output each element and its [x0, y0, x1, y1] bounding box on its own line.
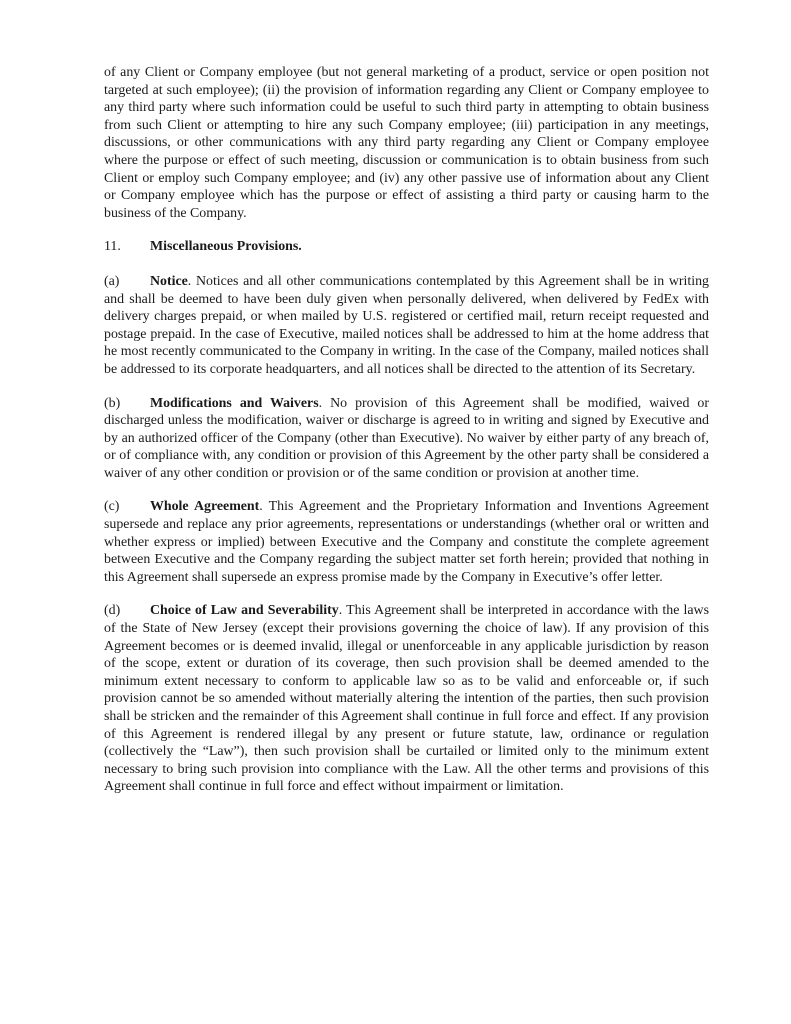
section-heading — [104, 238, 709, 256]
subsection-title: Modifications and Waivers — [150, 395, 319, 411]
subsection-letter: (d) — [104, 603, 121, 619]
subsection-letter: (c) — [104, 499, 120, 515]
subsection-modifications — [104, 395, 709, 483]
subsection-text: . Notices and all other communications contemplated by this Agreement shall be in writing and shall be deemed to have been duly given when personally delivered, when delivered by FedEx with delivery charges prepaid, or when mailed by U.S. registered or certified mail, return receipt requested and postage prepaid. In the case of Executive, mailed notices shall be addressed to him at the home address that he most recently communicated to the Company in writing. In the case of the Company, mailed notices shall be addressed to its corporate headquarters, and all notices shall be directed to the attention of its Secretary. — [104, 273, 709, 377]
section-number: 11. — [104, 239, 121, 255]
subsection-letter: (a) — [104, 273, 120, 289]
subsection-letter: (b) — [104, 395, 121, 411]
intro-paragraph: of any Client or Company employee (but not general marketing of a product, service or open position not targeted at such employee); (ii) the provision of information regarding any Client or Company employee to any third party where such information could be useful to such third party in attempting to obtain business from such Client or attempting to hire any such Company employee; (iii) participation in any meetings, discussions, or other communications with any third party regarding any Client or Company employee where the purpose or effect of such meeting, discussion or communication is to obtain business from such Client or employ such Company employee; and (iv) any other passive use of information about any Client or Company employee which has the purpose or effect of assisting a third party or causing harm to the business of the Company. — [104, 65, 709, 221]
subsection-text: . This Agreement and the Proprietary Information and Inventions Agreement supersede and replace any prior agreements, representations or understandings (whether oral or written and whether express or implied) between Executive and the Company and constitute the complete agreement between Executive and the Company regarding the subject matter set forth herein; provided that nothing in this Agreement shall supersede an express promise made by the Company in Executive’s offer letter. — [104, 499, 709, 585]
subsection-notice — [104, 273, 709, 379]
subsection-choice-of-law — [104, 602, 709, 796]
subsection-title: Whole Agreement — [150, 499, 260, 515]
subsection-title: Notice — [150, 273, 188, 289]
subsection-title: Choice of Law and Severability — [150, 603, 339, 619]
document-page — [104, 64, 709, 812]
subsection-text: . This Agreement shall be interpreted in accordance with the laws of the State of New Jersey (except their provisions governing the choice of law). If any provision of this Agreement becomes or is deemed invalid, illegal or unenforceable in any applicable jurisdiction by reason of the scope, extent or duration of its coverage, then such provision shall be deemed amended to the minimum extent necessary to conform to applicable law so as to be valid and enforceable or, if such provision cannot be so amended without materially altering the intention of the parties, then such provision shall be stricken and the remainder of this Agreement shall continue in full force and effect. If any provision of this Agreement is rendered illegal by any present or future statute, law, ordinance or regulation (collectively the “Law”), then such provision shall be curtailed or limited only to the minimum extent necessary to bring such provision into compliance with the Law. All the other terms and provisions of this Agreement shall continue in full force and effect without impairment or limitation. — [104, 603, 709, 795]
subsection-whole-agreement — [104, 498, 709, 586]
section-title: Miscellaneous Provisions. — [150, 239, 302, 255]
subsection-text: . No provision of this Agreement shall be modified, waived or discharged unless the modification, waiver or discharge is agreed to in writing and signed by Executive and by an authorized officer of the Company (other than Executive). No waiver by either party of any breach of, or of compliance with, any condition or provision of this Agreement by the other party shall be considered a waiver of any other condition or provision or of the same condition or provision at another time. — [104, 395, 710, 481]
